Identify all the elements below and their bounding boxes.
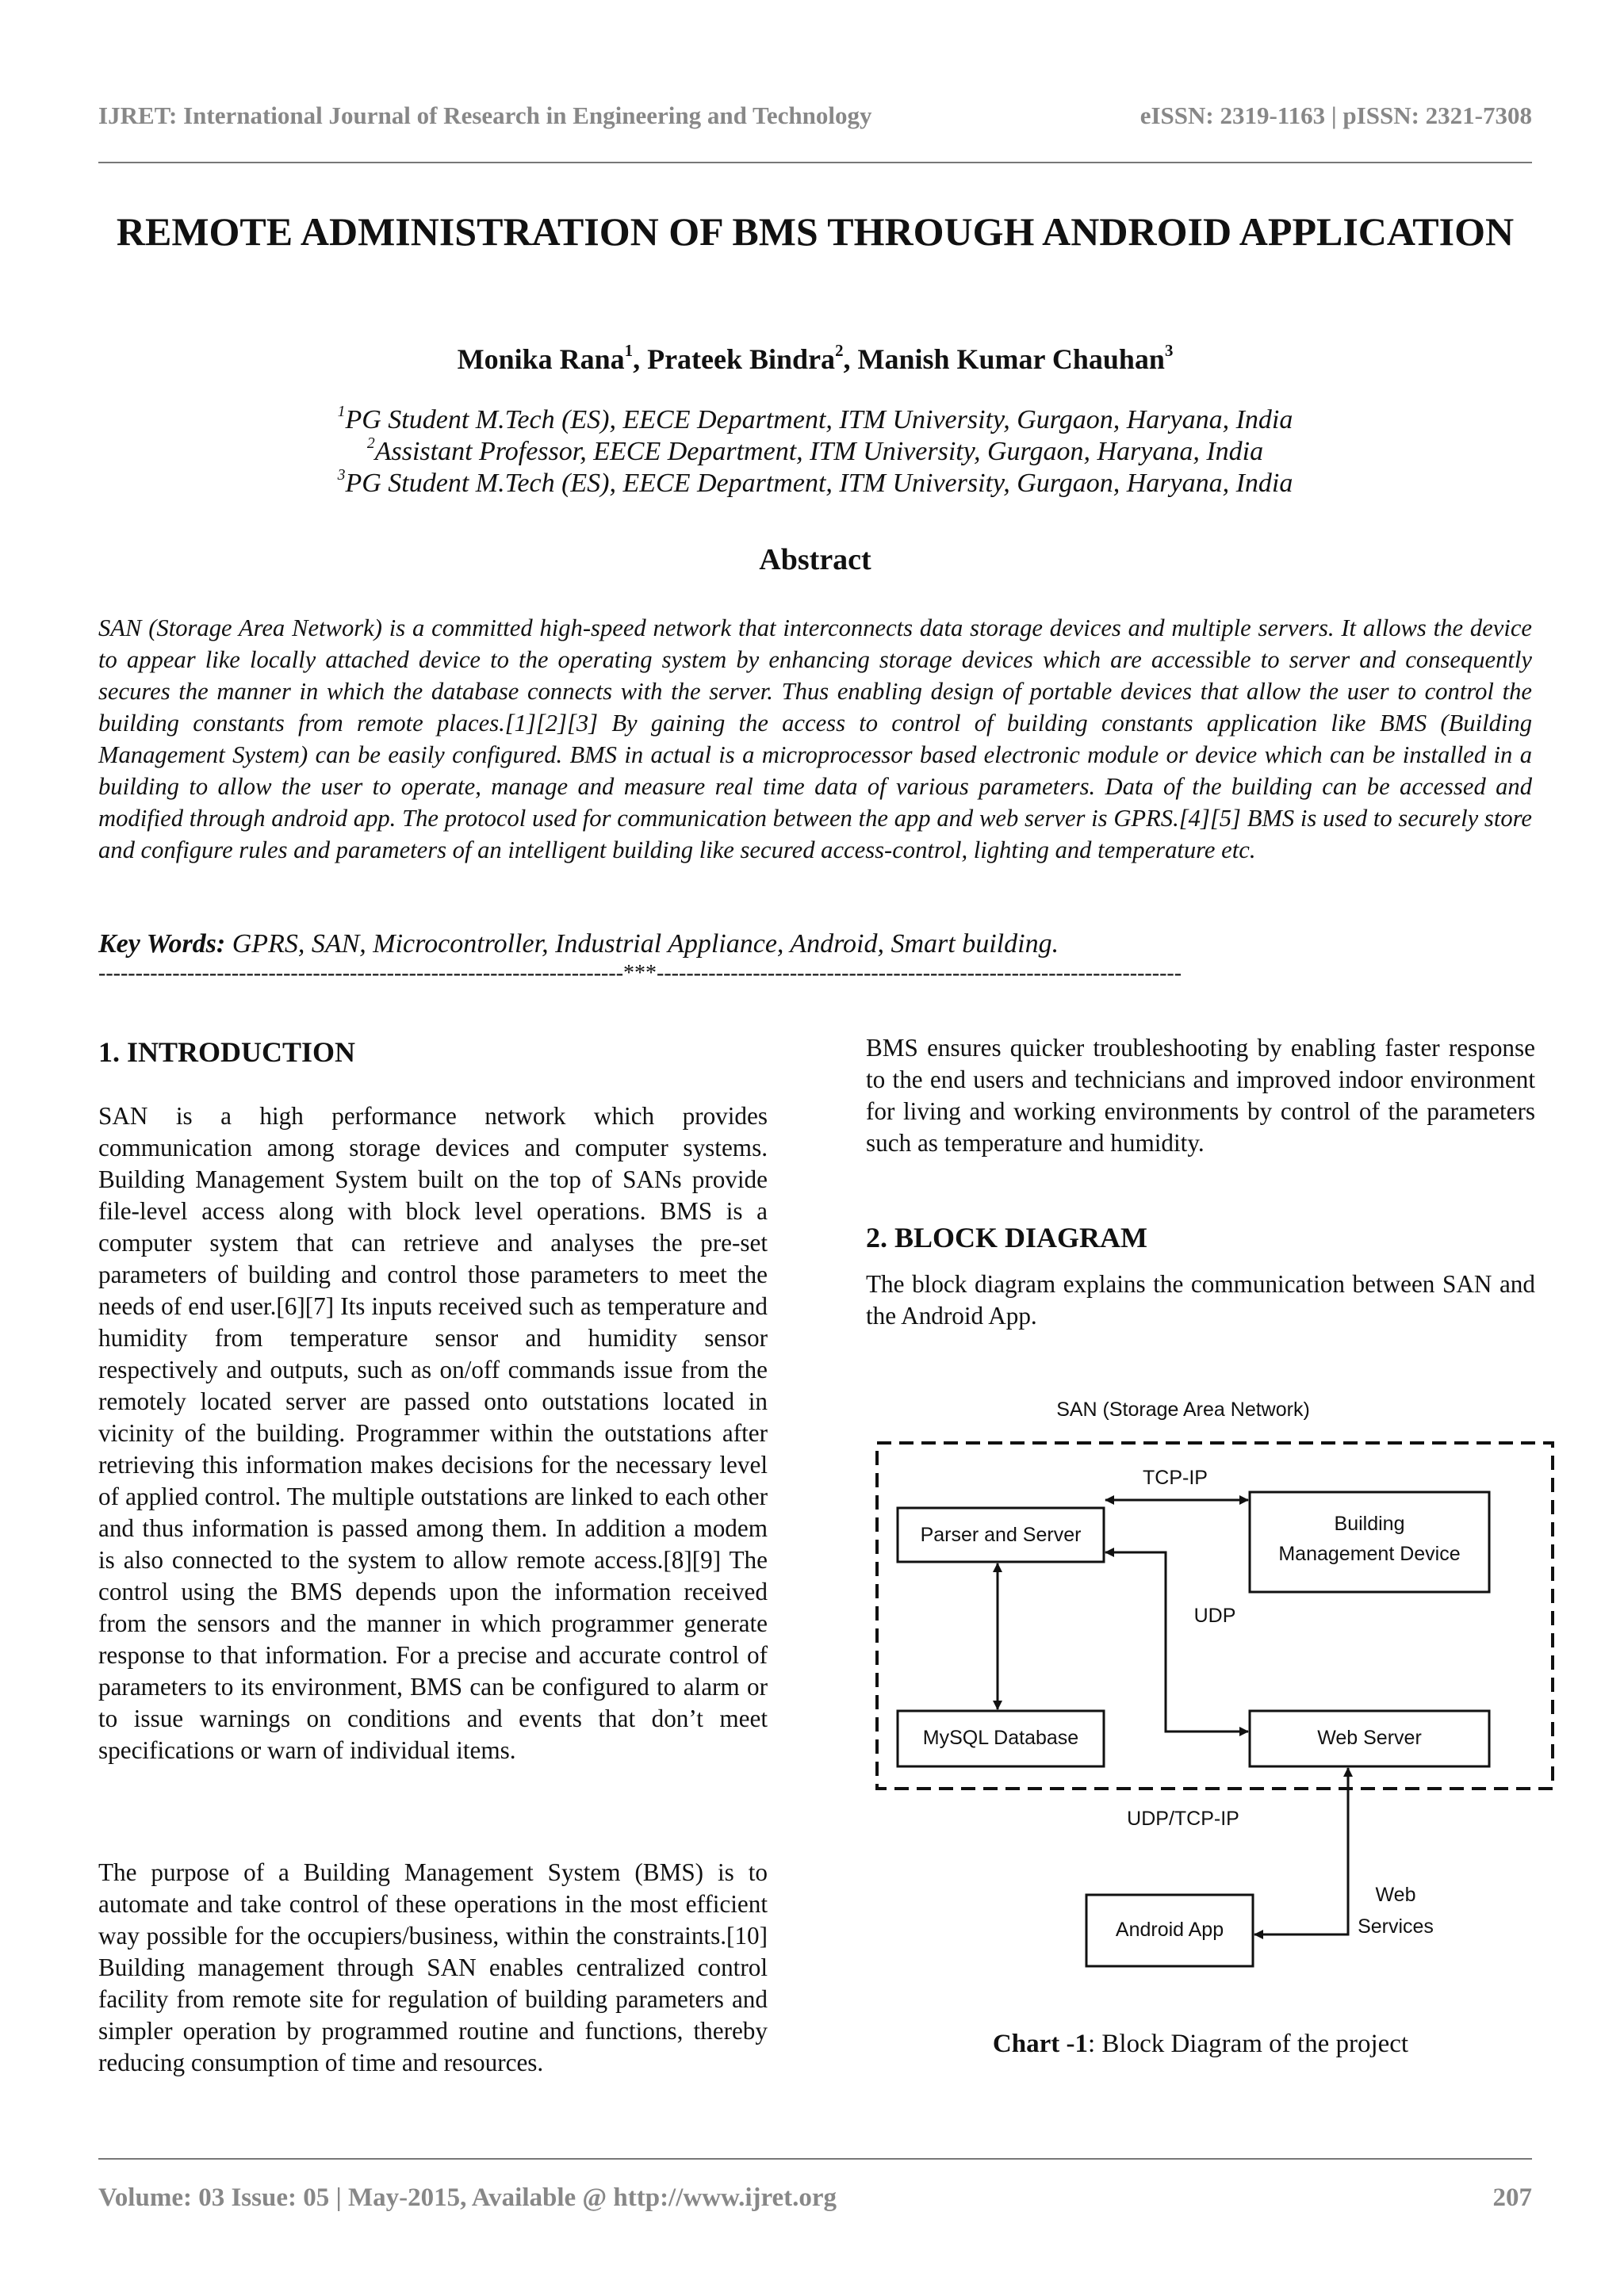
bmd-label-line-1: Building bbox=[1334, 1513, 1405, 1535]
intro-paragraph-3: BMS ensures quicker troubleshooting by enabling faster response to the end users and technicians and improved indoor environment for living and working environments by control of the parameters such as temperature and humidity. bbox=[866, 1034, 1535, 1157]
keywords bbox=[98, 929, 1532, 959]
udp-arrow bbox=[1105, 1552, 1248, 1732]
issn-header: eISSN: 2319-1163 | pISSN: 2321-7308 bbox=[1139, 101, 1532, 129]
block-diagram-paragraph: The block diagram explains the communication between SAN and the Android App. bbox=[866, 1270, 1535, 1330]
author-sep: , bbox=[843, 343, 858, 375]
author-sup: 1 bbox=[624, 340, 634, 360]
author-sep: , bbox=[633, 343, 648, 375]
intro-paragraph-1: SAN is a high performance network which provides communication among storage devices and computer systems. Building Management System built on the top of SANs provide file-level access along with block level operations. BMS is a computer system that can retrieve and analyses the pre-set parameters of building and control those parameters to meet the needs of end user.[6][7] Its inputs received such as temperature and humidity from temperature sensor and humidity sensor respectively and outputs, such as on/off commands issue from the remotely located server are passed onto outstations located in vicinity of the building. Programmer within the outstations after retrieving this information makes decisions for the necessary level of applied control. The multiple outstations are linked to each other and thus information is passed among them. In addition a modem is also connected to the system to allow remote access.[8][9] The control using the BMS depends upon the information received from the sensors and the manner in which programmer generate response to that information. For a precise and accurate control of parameters to its environment, BMS can be configured to alarm or to issue warnings on conditions and events that don’t meet specifications or warn of individual items. bbox=[98, 1102, 768, 1764]
san-label: SAN (Storage Area Network) bbox=[1056, 1399, 1310, 1421]
block-diagram bbox=[866, 1387, 1564, 1990]
building-management-device-box bbox=[1250, 1492, 1489, 1592]
web-services-label-line-2: Services bbox=[1358, 1915, 1434, 1938]
affiliation-sup: 1 bbox=[337, 402, 346, 420]
udp-tcpip-label: UDP/TCP-IP bbox=[1127, 1808, 1239, 1830]
parser-server-label: Parser and Server bbox=[920, 1524, 1082, 1546]
figure-caption bbox=[866, 2030, 1535, 2059]
abstract-text: SAN (Storage Area Network) is a committed high-speed network that interconnects data storage devices and multiple servers. It allows the device to appear like locally attached device to the operating system by enhancing storage devices which are accessible to server and consequently secures the manner in which the database connects with the server. Thus enabling design of portable devices that allow the user to control the building constants from remote places.[1][2][3] By gaining the access to control of building constants application like BMS (Building Management System) can be easily configured. BMS in actual is a microprocessor based electronic module or device which can be installed in a building to allow the user to operate, manage and measure real time data of various parameters. Data of the building can be accessed and modified through android app. The protocol used for communication between the app and web server is GPRS.[4][5] BMS is used to securely store and configure rules and parameters of an intelligent building like secured access-control, lighting and temperature etc. bbox=[98, 614, 1532, 863]
web-services-label-line-1: Web bbox=[1375, 1884, 1416, 1906]
affiliation-sup: 2 bbox=[366, 434, 375, 452]
web-services-arrow bbox=[1254, 1768, 1348, 1934]
affiliation-text: Assistant Professor, EECE Department, ITM University, Gurgaon, Haryana, India bbox=[374, 437, 1264, 466]
paper-title: REMOTE ADMINISTRATION OF BMS THROUGH ANDROID APPLICATION bbox=[116, 209, 1515, 254]
footer-rule bbox=[98, 2158, 1532, 2160]
affiliation-list bbox=[98, 404, 1532, 499]
intro-heading: 1. INTRODUCTION bbox=[98, 1036, 356, 1068]
affiliation-sup: 3 bbox=[337, 465, 346, 484]
author-name: Monika Rana bbox=[457, 343, 625, 375]
author-name: Prateek Bindra bbox=[647, 343, 836, 375]
header-rule bbox=[98, 162, 1532, 163]
abstract-heading: Abstract bbox=[759, 543, 871, 576]
affiliation bbox=[98, 404, 1532, 436]
android-app-label: Android App bbox=[1115, 1919, 1224, 1941]
author-sup: 3 bbox=[1164, 340, 1174, 360]
udp-label: UDP bbox=[1193, 1605, 1236, 1627]
author-list bbox=[98, 342, 1532, 376]
affiliation-text: PG Student M.Tech (ES), EECE Department, ITM University, Gurgaon, Haryana, India bbox=[345, 405, 1293, 434]
caption-label: Chart -1 bbox=[992, 2030, 1088, 2058]
journal-header: IJRET: International Journal of Research in Engineering and Technology bbox=[98, 101, 872, 129]
bmd-label-line-2: Management Device bbox=[1278, 1543, 1461, 1565]
page-number: 207 bbox=[1492, 2183, 1532, 2212]
affiliation bbox=[98, 436, 1532, 468]
tcpip-label: TCP-IP bbox=[1143, 1467, 1208, 1489]
author-sup: 2 bbox=[835, 340, 844, 360]
intro-paragraph-2: The purpose of a Building Management System (BMS) is to automate and take control of these operations in the most efficient way possible for the occupiers/business, within the constraints.[10] Building management through SAN enables centralized control facility from remote site for regulation of building parameters and simpler operation by programmed routine and functions, thereby reducing consumption of time and resources. bbox=[98, 1858, 768, 2076]
web-server-label: Web Server bbox=[1317, 1727, 1422, 1749]
affiliation-text: PG Student M.Tech (ES), EECE Department, ITM University, Gurgaon, Haryana, India bbox=[345, 469, 1293, 498]
caption-text: : Block Diagram of the project bbox=[1087, 2030, 1409, 2058]
footer-volume: Volume: 03 Issue: 05 | May-2015, Available @ http://www.ijret.org bbox=[98, 2183, 837, 2212]
keywords-text: GPRS, SAN, Microcontroller, Industrial Appliance, Android, Smart building. bbox=[225, 929, 1059, 959]
block-diagram-heading: 2. BLOCK DIAGRAM bbox=[866, 1222, 1148, 1253]
section-separator: -----------------------------------------------------------------------***----------------------------------------------------------------------- bbox=[98, 961, 1182, 985]
author-name: Manish Kumar Chauhan bbox=[857, 343, 1165, 375]
mysql-label: MySQL Database bbox=[922, 1727, 1079, 1749]
affiliation bbox=[98, 465, 1532, 499]
keywords-label: Key Words: bbox=[98, 929, 226, 959]
